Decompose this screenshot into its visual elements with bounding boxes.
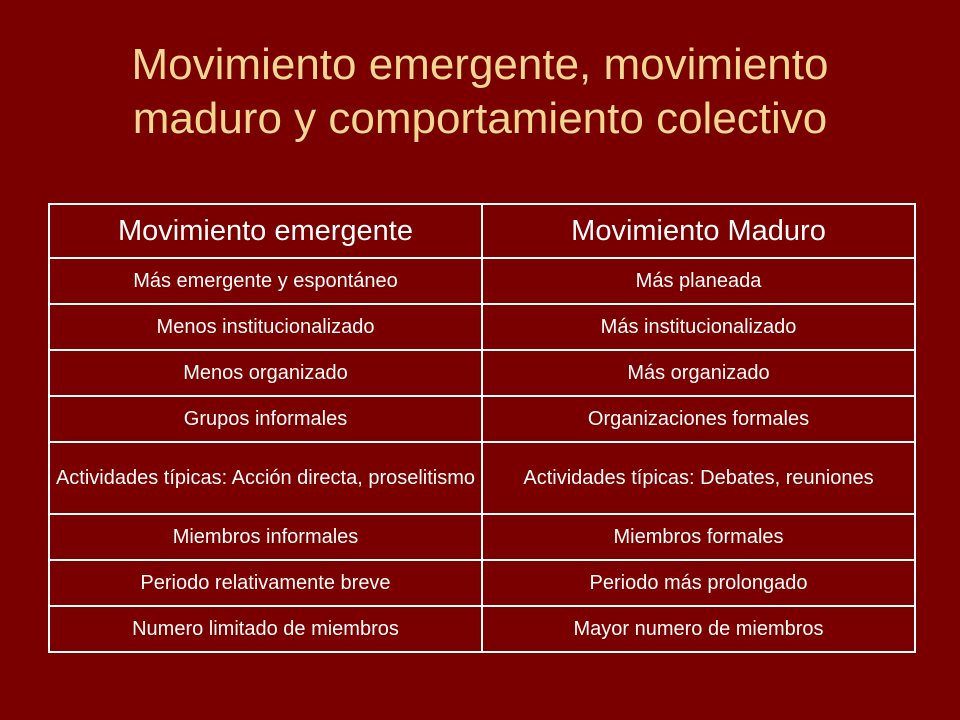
cell-emergent: Menos institucionalizado: [49, 304, 482, 350]
slide-title: [40, 38, 920, 146]
cell-mature: Periodo más prolongado: [482, 560, 915, 606]
cell-emergent: Numero limitado de miembros: [49, 606, 482, 652]
cell-emergent: Menos organizado: [49, 350, 482, 396]
table-row: [49, 514, 915, 560]
cell-emergent: Grupos informales: [49, 396, 482, 442]
header-mature-movement: Movimiento Maduro: [482, 204, 915, 258]
table-row: [49, 350, 915, 396]
table-row: [49, 606, 915, 652]
cell-mature: Mayor numero de miembros: [482, 606, 915, 652]
header-emergent-movement: Movimiento emergente: [49, 204, 482, 258]
cell-mature: Más organizado: [482, 350, 915, 396]
cell-mature: Actividades típicas: Debates, reuniones: [482, 442, 915, 514]
cell-emergent: Miembros informales: [49, 514, 482, 560]
cell-emergent: Más emergente y espontáneo: [49, 258, 482, 304]
cell-mature: Organizaciones formales: [482, 396, 915, 442]
table-row: [49, 442, 915, 514]
cell-mature: Más institucionalizado: [482, 304, 915, 350]
table-row: [49, 396, 915, 442]
table-row: [49, 304, 915, 350]
table-row: [49, 258, 915, 304]
cell-mature: Más planeada: [482, 258, 915, 304]
table-row: [49, 560, 915, 606]
table-header-row: [49, 204, 915, 258]
comparison-table: [48, 203, 916, 653]
cell-emergent: Actividades típicas: Acción directa, proselitismo: [49, 442, 482, 514]
cell-mature: Miembros formales: [482, 514, 915, 560]
slide-title-line-1: Movimiento emergente, movimiento: [131, 40, 829, 89]
slide-title-line-2: maduro y comportamiento colectivo: [132, 94, 828, 143]
cell-emergent: Periodo relativamente breve: [49, 560, 482, 606]
